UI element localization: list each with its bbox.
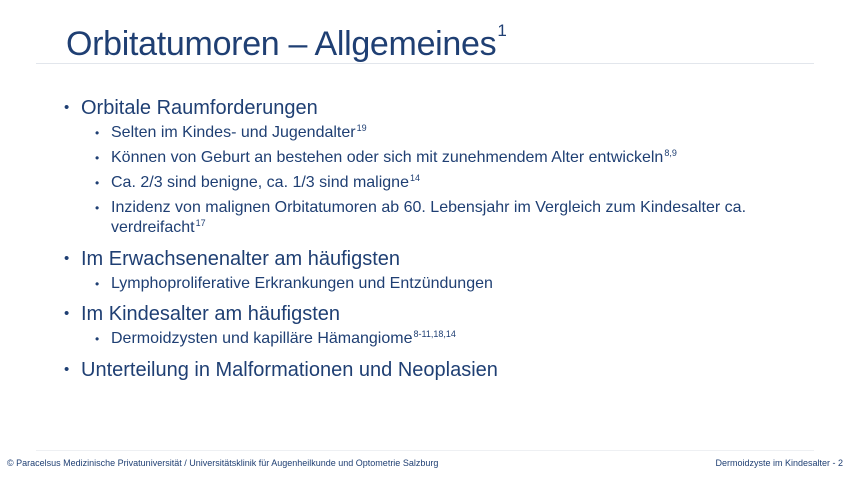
bullet-text: Dermoidzysten und kapilläre Hämangiome xyxy=(111,330,413,347)
bullet-icon: • xyxy=(64,361,70,378)
bullet-text: Orbitale Raumforderungen xyxy=(81,97,318,119)
bullet-icon: • xyxy=(95,277,100,291)
bullet-level2 xyxy=(95,173,824,194)
bullet-text: Im Kindesalter am häufigsten xyxy=(81,303,341,325)
bullet-text: Ca. 2/3 sind benigne, ca. 1/3 sind maligne xyxy=(111,174,409,191)
bullet-text: Selten im Kindes- und Jugendalter xyxy=(111,124,356,141)
bullet-text: Inzidenz von malignen Orbitatumoren ab 60. Lebensjahr im Vergleich zum Kindesalter ca. verdreifacht xyxy=(111,199,747,236)
bullet-level1 xyxy=(64,301,824,327)
footer-divider xyxy=(36,450,814,451)
bullet-list xyxy=(64,95,824,383)
footer-page-info: Dermoidzyste im Kindesalter - 2 xyxy=(715,458,843,468)
bullet-icon: • xyxy=(95,151,100,165)
reference: 8,9 xyxy=(664,148,677,158)
reference: 8-11,18,14 xyxy=(413,329,456,339)
bullet-icon: • xyxy=(95,332,100,346)
bullet-level2 xyxy=(95,329,824,350)
reference: 17 xyxy=(195,218,206,228)
bullet-level1 xyxy=(64,246,824,272)
bullet-level1 xyxy=(64,95,824,121)
bullet-text: Unterteilung in Malformationen und Neoplasien xyxy=(81,359,498,381)
title-divider xyxy=(36,63,814,64)
bullet-level2 xyxy=(95,198,751,239)
bullet-icon: • xyxy=(64,305,70,322)
bullet-icon: • xyxy=(95,201,100,215)
bullet-level2 xyxy=(95,123,824,144)
reference: 19 xyxy=(356,123,367,133)
title-reference: 1 xyxy=(497,21,507,40)
bullet-icon: • xyxy=(95,126,100,140)
bullet-icon: • xyxy=(64,250,70,267)
reference: 14 xyxy=(409,173,420,183)
bullet-text: Im Erwachsenenalter am häufigsten xyxy=(81,248,401,270)
slide-title-text: Orbitatumoren – Allgemeines xyxy=(66,25,497,63)
slide-title xyxy=(66,21,507,64)
bullet-level2 xyxy=(95,274,824,294)
bullet-level2 xyxy=(95,148,824,169)
footer-copyright: © Paracelsus Medizinische Privatuniversität / Universitätsklinik für Augenheilkunde und Optometrie Salzburg xyxy=(7,458,439,468)
bullet-text: Lymphoproliferative Erkrankungen und Entzündungen xyxy=(111,275,493,292)
bullet-icon: • xyxy=(64,99,70,116)
bullet-text: Können von Geburt an bestehen oder sich mit zunehmendem Alter entwickeln xyxy=(111,149,664,166)
bullet-icon: • xyxy=(95,176,100,190)
bullet-level1 xyxy=(64,357,824,383)
